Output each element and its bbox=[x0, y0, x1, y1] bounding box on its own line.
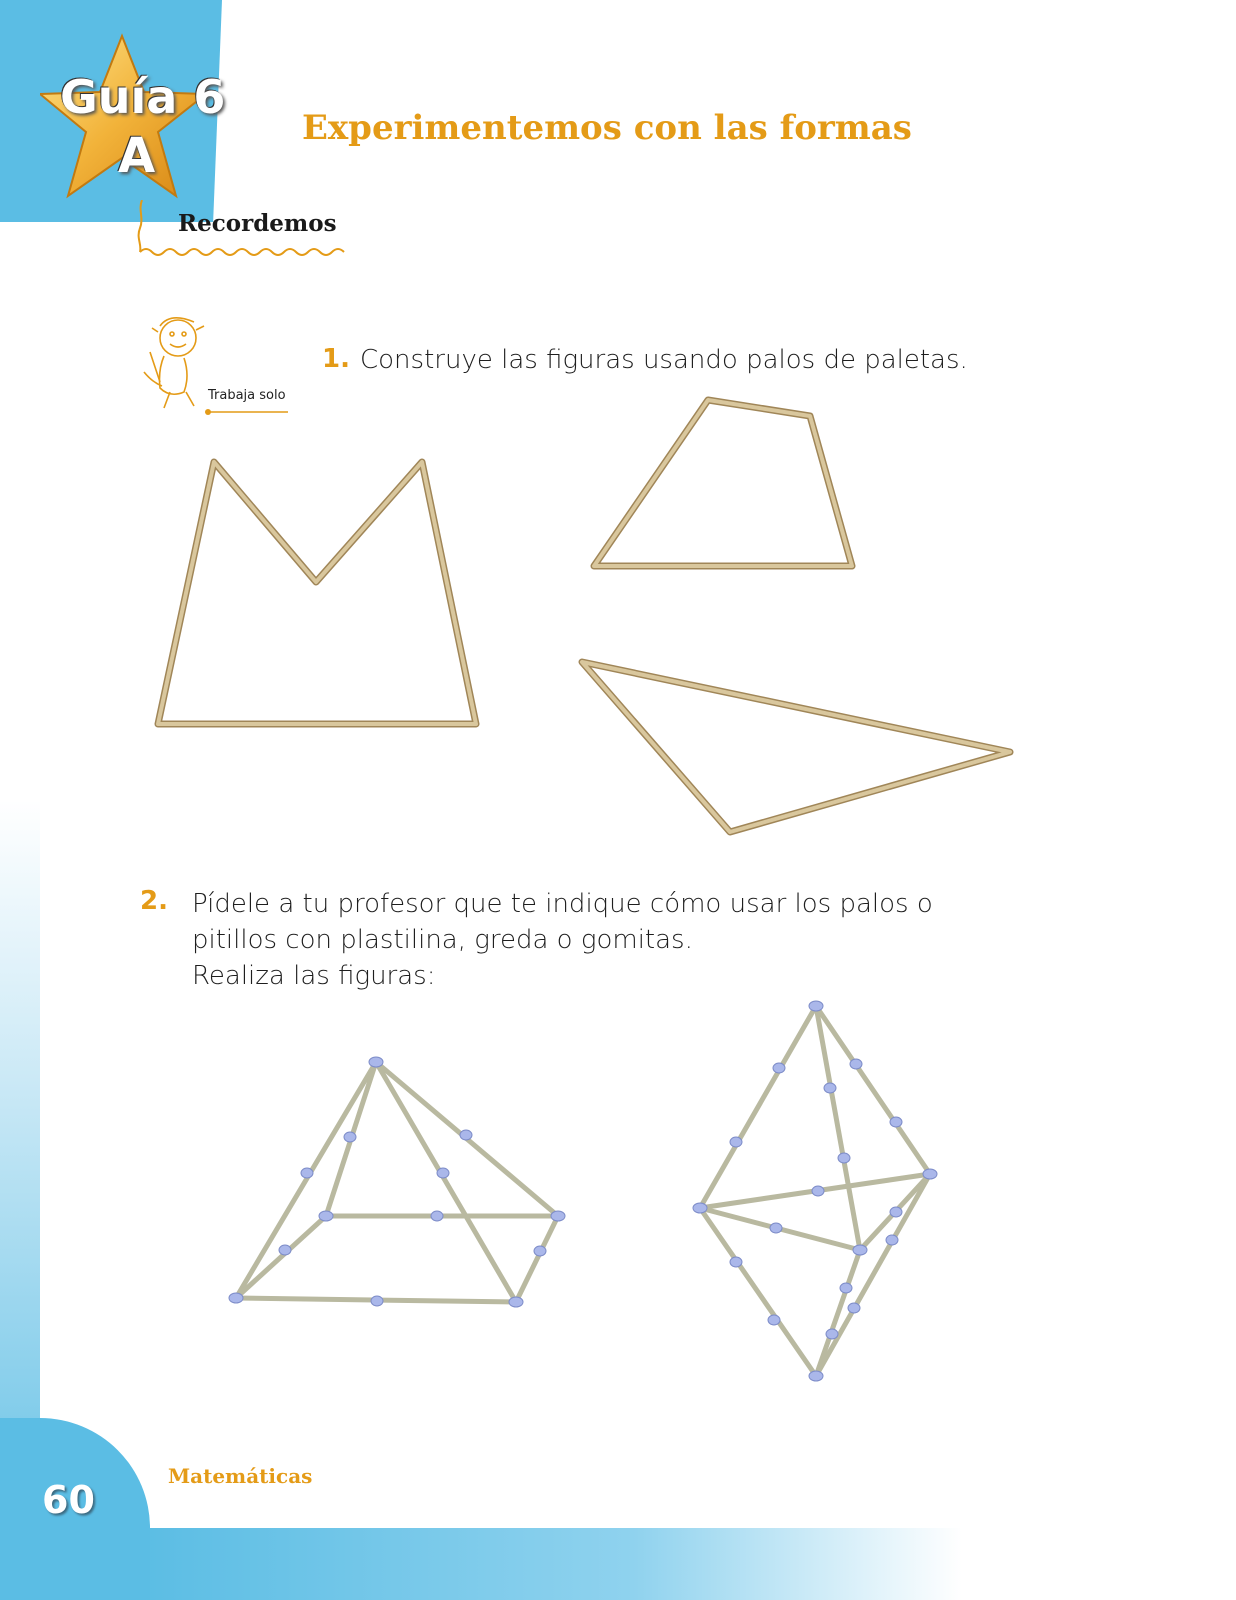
question-1-number: 1. bbox=[322, 344, 350, 374]
question-2-line-1: Pídele a tu profesor que te indique cómo usar los palos o bbox=[192, 889, 933, 919]
work-mode-label: Trabaja solo bbox=[208, 388, 286, 403]
work-mode-underline bbox=[204, 408, 288, 416]
question-2-number: 2. bbox=[140, 886, 168, 916]
question-1-text: Construye las figuras usando palos de paletas. bbox=[360, 345, 968, 375]
guide-letter: A bbox=[118, 128, 156, 184]
question-2-line-3: Realiza las figuras: bbox=[192, 961, 436, 991]
trapezoid-figure bbox=[580, 390, 870, 590]
bipyramid-figure bbox=[676, 996, 946, 1396]
page-title: Experimentemos con las formas bbox=[302, 108, 912, 148]
page-number: 60 bbox=[42, 1478, 95, 1522]
triangle-figure bbox=[566, 646, 1026, 846]
pyramid-figure bbox=[170, 1040, 610, 1330]
m-shape-figure bbox=[140, 446, 500, 746]
section-heading: Recordemos bbox=[178, 210, 337, 237]
subject-label: Matemáticas bbox=[168, 1464, 313, 1488]
bottom-band bbox=[140, 1528, 1236, 1600]
guide-label: Guía 6 bbox=[60, 70, 226, 124]
question-2-line-2: pitillos con plastilina, greda o gomitas. bbox=[192, 925, 693, 955]
child-drawing-icon bbox=[140, 312, 212, 412]
